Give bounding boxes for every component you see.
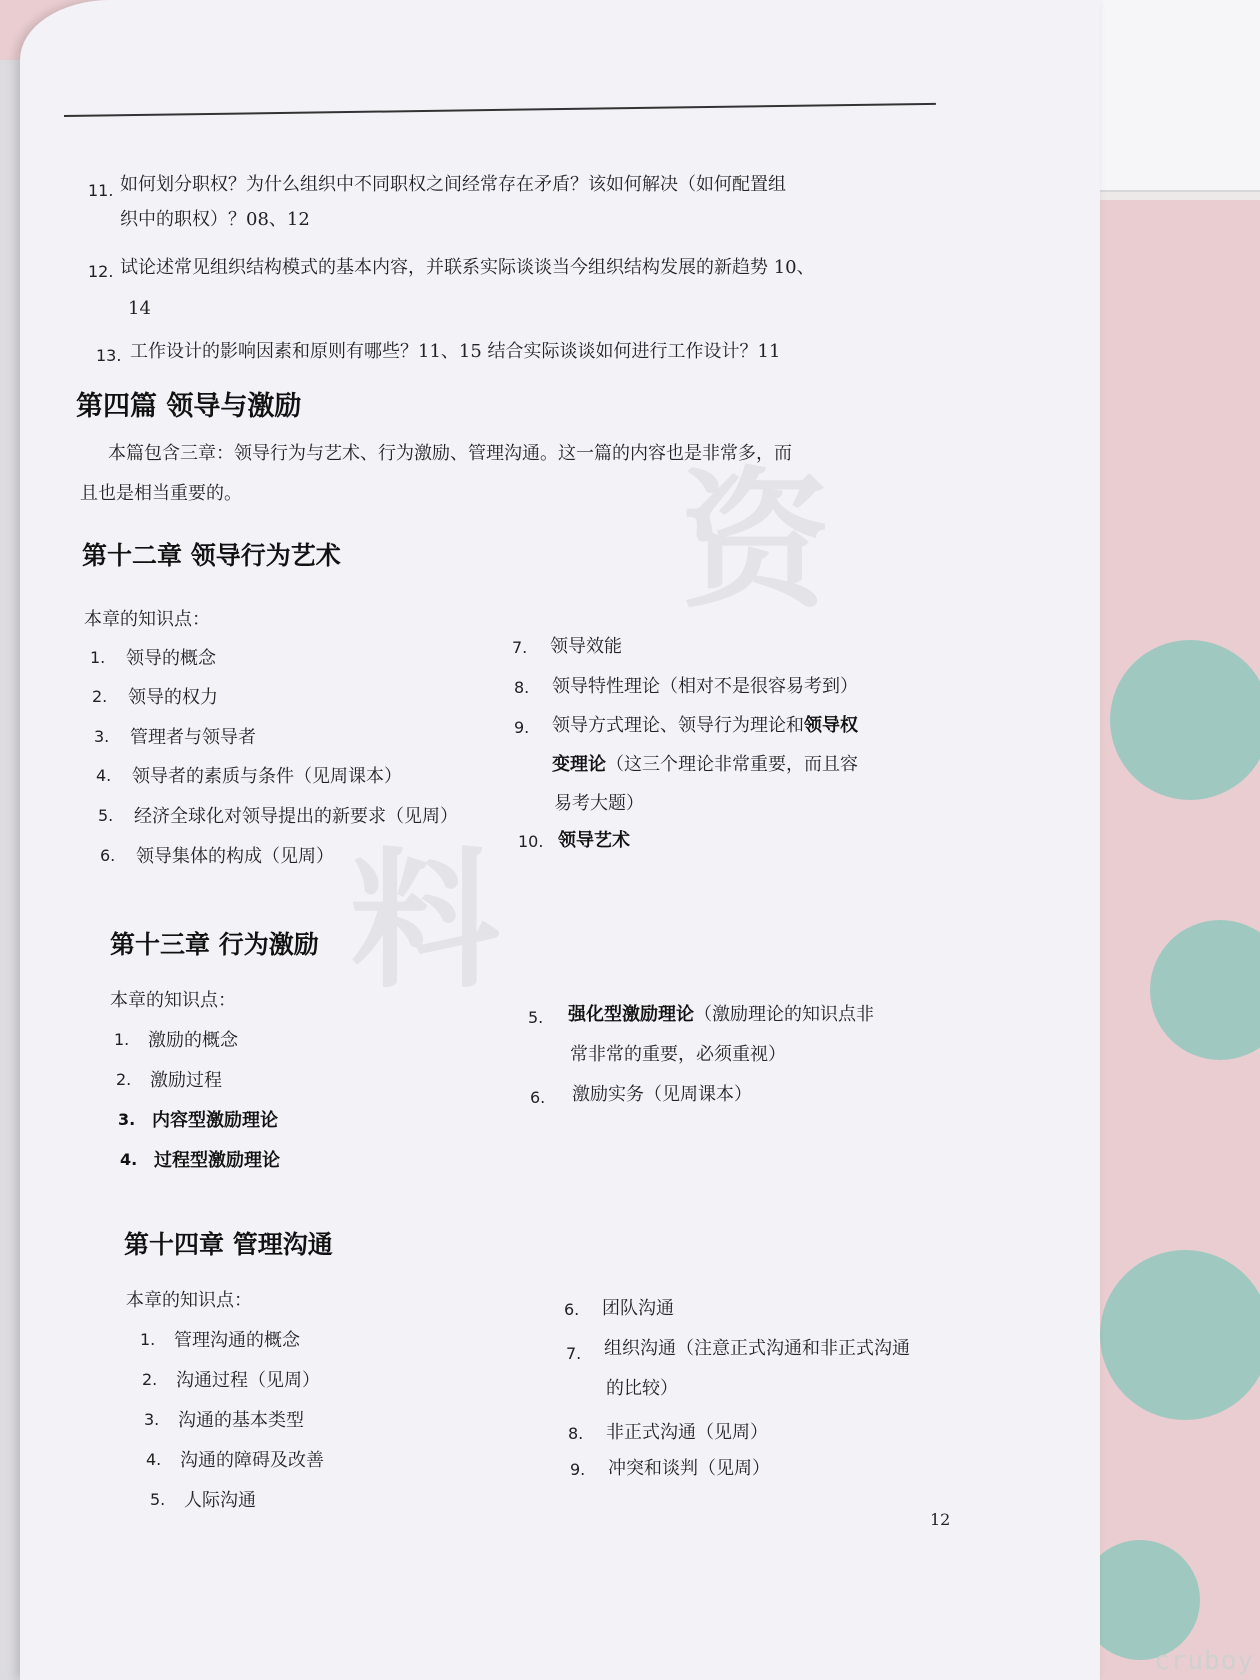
list-number: 3. xyxy=(94,727,110,746)
question-number: 11. xyxy=(88,181,114,200)
list-item: 领导方式理论、领导行为理论和领导权 xyxy=(552,715,858,736)
list-number: 1. xyxy=(140,1330,156,1349)
list-number: 6. xyxy=(530,1088,546,1107)
question-number: 13. xyxy=(96,346,122,365)
list-item: 领导特性理论（相对不是很容易考到） xyxy=(552,676,858,697)
list-number: 1. xyxy=(114,1030,130,1049)
list-item: 冲突和谈判（见周） xyxy=(608,1458,770,1479)
list-number: 2. xyxy=(92,687,108,706)
corner-watermark: cruboy xyxy=(1154,1646,1254,1676)
chapter-title: 第十二章 领导行为艺术 xyxy=(82,541,341,570)
list-item: 领导艺术 xyxy=(558,830,630,851)
list-item: 领导的概念 xyxy=(126,648,216,669)
list-number: 7. xyxy=(512,638,528,657)
list-number: 5. xyxy=(528,1008,544,1027)
list-item: 管理者与领导者 xyxy=(130,727,256,748)
question-number: 12. xyxy=(88,262,114,281)
list-item: 沟通过程（见周） xyxy=(176,1370,320,1391)
list-number: 4. xyxy=(96,766,112,785)
list-number: 5. xyxy=(150,1490,166,1509)
list-item: 领导的权力 xyxy=(128,687,218,708)
section-label: 本章的知识点： xyxy=(126,1290,252,1311)
section-label: 本章的知识点： xyxy=(84,609,210,630)
chapter-title: 第十四章 管理沟通 xyxy=(124,1230,333,1259)
list-number: 8. xyxy=(514,678,530,697)
list-number: 9. xyxy=(570,1460,586,1479)
document-page xyxy=(20,0,1100,1680)
list-number: 2. xyxy=(142,1370,158,1389)
list-item: 团队沟通 xyxy=(602,1298,674,1319)
list-item: 经济全球化对领导提出的新要求（见周） xyxy=(134,806,458,827)
list-item: 强化型激励理论（激励理论的知识点非 xyxy=(568,1004,874,1025)
list-item: 领导效能 xyxy=(550,636,622,657)
list-item: 激励实务（见周课本） xyxy=(572,1084,752,1105)
list-number: 7. xyxy=(566,1344,582,1363)
list-number: 4. xyxy=(120,1150,138,1169)
list-item: 内容型激励理论 xyxy=(152,1110,278,1131)
watermark: 料 xyxy=(350,833,501,1009)
question-text: 如何划分职权？为什么组织中不同职权之间经常存在矛盾？该如何解决（如何配置组 xyxy=(120,174,786,195)
question-text: 织中的职权）？08、12 xyxy=(120,209,310,230)
list-item: 的比较） xyxy=(606,1378,678,1399)
list-number: 10. xyxy=(518,832,544,851)
list-item: 沟通的基本类型 xyxy=(178,1410,304,1431)
list-number: 8. xyxy=(568,1424,584,1443)
fabric-dot xyxy=(1100,1250,1260,1420)
fabric-dot xyxy=(1110,640,1260,800)
list-item: 激励过程 xyxy=(150,1070,222,1091)
list-item: 人际沟通 xyxy=(184,1490,256,1511)
question-text: 14 xyxy=(128,298,151,319)
chapter-title: 第十三章 行为激励 xyxy=(110,930,319,959)
list-number: 5. xyxy=(98,806,114,825)
watermark: 资 xyxy=(680,453,831,629)
adjacent-paper xyxy=(1085,0,1260,192)
list-item: 过程型激励理论 xyxy=(154,1150,280,1171)
list-number: 4. xyxy=(146,1450,162,1469)
list-number: 9. xyxy=(514,718,530,737)
list-item: 管理沟通的概念 xyxy=(174,1330,300,1351)
list-item: 易考大题） xyxy=(554,793,644,814)
part-intro: 本篇包含三章：领导行为与艺术、行为激励、管理沟通。这一篇的内容也是非常多，而 xyxy=(108,443,792,464)
question-text: 工作设计的影响因素和原则有哪些？11、15 结合实际谈谈如何进行工作设计？11 xyxy=(130,341,781,362)
list-number: 3. xyxy=(144,1410,160,1429)
part-title: 第四篇 领导与激励 xyxy=(76,391,302,422)
question-text: 试论述常见组织结构模式的基本内容，并联系实际谈谈当今组织结构发展的新趋势 10、 xyxy=(120,257,815,278)
list-number: 3. xyxy=(118,1110,136,1129)
section-label: 本章的知识点： xyxy=(110,990,236,1011)
list-item: 组织沟通（注意正式沟通和非正式沟通 xyxy=(604,1338,910,1359)
page-number: 12 xyxy=(930,1510,951,1529)
list-item: 领导集体的构成（见周） xyxy=(136,846,334,867)
list-item: 变理论（这三个理论非常重要，而且容 xyxy=(552,754,858,775)
list-number: 2. xyxy=(116,1070,132,1089)
list-item: 常非常的重要，必须重视） xyxy=(570,1044,786,1065)
header-rule xyxy=(64,103,936,117)
fabric-dot xyxy=(1150,920,1260,1060)
list-item: 领导者的素质与条件（见周课本） xyxy=(132,766,402,787)
list-item: 沟通的障碍及改善 xyxy=(180,1450,324,1471)
list-number: 6. xyxy=(564,1300,580,1319)
list-item: 非正式沟通（见周） xyxy=(606,1422,768,1443)
list-number: 6. xyxy=(100,846,116,865)
list-number: 1. xyxy=(90,648,106,667)
list-item: 激励的概念 xyxy=(148,1030,238,1051)
part-intro: 且也是相当重要的。 xyxy=(80,483,242,504)
